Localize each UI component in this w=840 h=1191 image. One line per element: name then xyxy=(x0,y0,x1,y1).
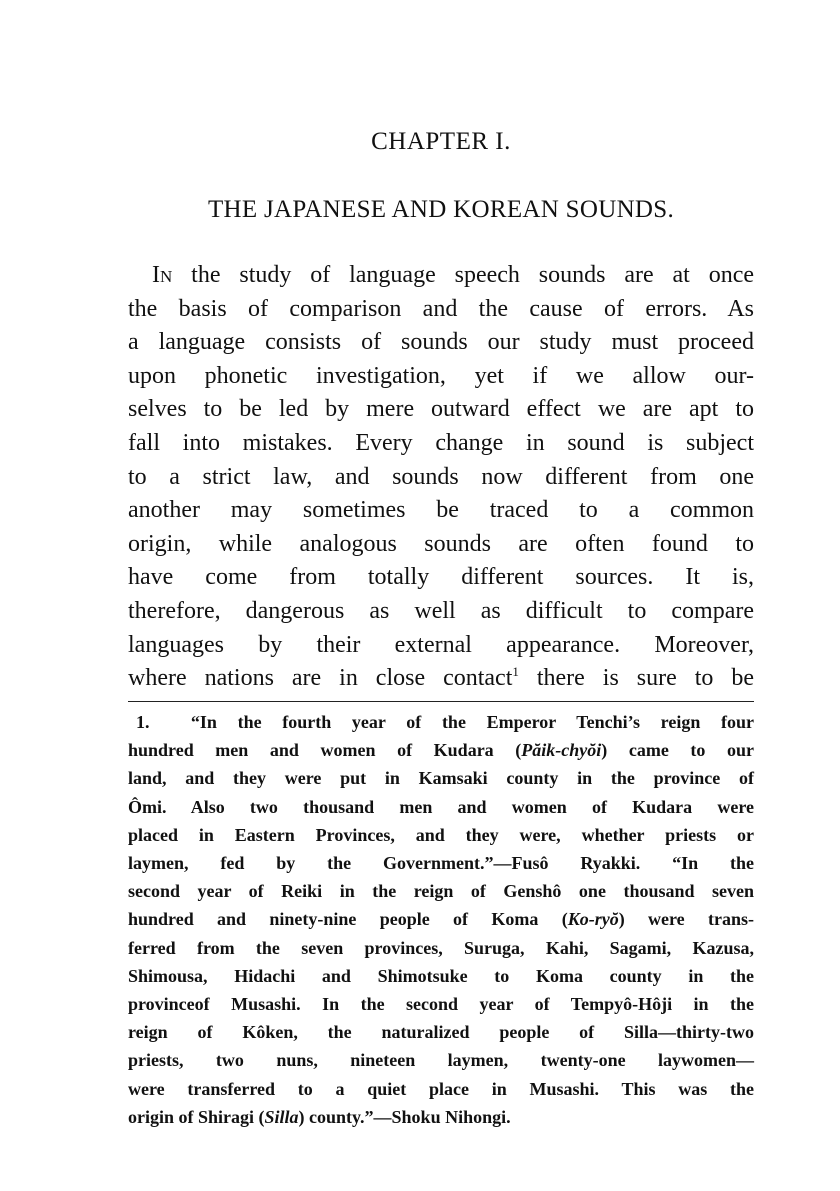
body-line: In the study of language speech sounds are at once xyxy=(152,262,754,288)
chapter-title: THE JAPANESE AND KOREAN SOUNDS. xyxy=(207,196,675,223)
body-line: to a strict law, and sounds now different from one xyxy=(128,463,754,490)
body-line: another may sometimes be traced to a common xyxy=(128,497,754,524)
body-line: origin, while analogous sounds are often found to xyxy=(128,530,754,557)
dropcap-word: In xyxy=(152,262,173,288)
body-line: languages by their external appearance. Moreover, xyxy=(128,631,754,658)
footnote-line: Shimousa, Hidachi and Shimotsuke to Koma county in the xyxy=(128,965,754,986)
footnote-line: were transferred to a quiet place in Musashi. This was the xyxy=(128,1078,754,1099)
body-line: where nations are in close contact$^1$ there is sure to be xyxy=(128,664,754,692)
footnote-line: 1. “In the fourth year of the Emperor Tenchi’s reign four xyxy=(136,712,755,732)
book-page xyxy=(128,0,754,1191)
body-line: a language consists of sounds our study must proceed xyxy=(128,329,754,356)
body-line: upon phonetic investigation, yet if we allow our- xyxy=(128,362,754,389)
body-line: have come from totally different sources. It is, xyxy=(128,564,754,591)
footnote-line: land, and they were put in Kamsaki county in the province of xyxy=(128,768,754,789)
footnote-line: second year of Reiki in the reign of Genshô one thousand seven xyxy=(128,881,754,902)
footnote-line: hundred and ninety-nine people of Koma (Ko-ryŏ) were trans- xyxy=(128,909,754,930)
footnote-line: reign of Kôken, the naturalized people of Silla—thirty-two xyxy=(128,1022,754,1043)
body-line: the basis of comparison and the cause of errors. As xyxy=(128,295,754,322)
footnote-line: ferred from the seven provinces, Suruga, Kahi, Sagami, Kazusa, xyxy=(128,937,754,958)
chapter-number: CHAPTER I. xyxy=(371,128,511,155)
body-line: fall into mistakes. Every change in sound is subject xyxy=(128,429,754,456)
footnote-line: origin of Shiragi (Silla) county.”—Shoku Nihongi. xyxy=(128,1106,511,1127)
footnote-line: placed in Eastern Provinces, and they were, whether priests or xyxy=(128,824,754,845)
footnote-divider xyxy=(128,701,754,702)
footnote xyxy=(128,708,754,1131)
body-line: selves to be led by mere outward effect we are apt to xyxy=(128,396,754,423)
footnote-line: provinceof Musashi. In the second year of Tempyô-Hôji in the xyxy=(128,994,754,1015)
footnote-line: priests, two nuns, nineteen laymen, twenty-one laywomen— xyxy=(128,1050,754,1071)
body-line: therefore, dangerous as well as difficult to compare xyxy=(128,597,754,624)
body-paragraph xyxy=(128,259,754,696)
footnote-marker: 1. xyxy=(136,712,150,732)
footnote-line: hundred men and women of Kudara (Păik-chyŏi) came to our xyxy=(128,740,755,761)
footnote-line: Ômi. Also two thousand men and women of Kudara were xyxy=(128,796,754,817)
footnote-line: laymen, fed by the Government.”—Fusô Ryakki. “In the xyxy=(128,853,754,874)
footnote-reference[interactable]: 1 xyxy=(512,664,519,680)
